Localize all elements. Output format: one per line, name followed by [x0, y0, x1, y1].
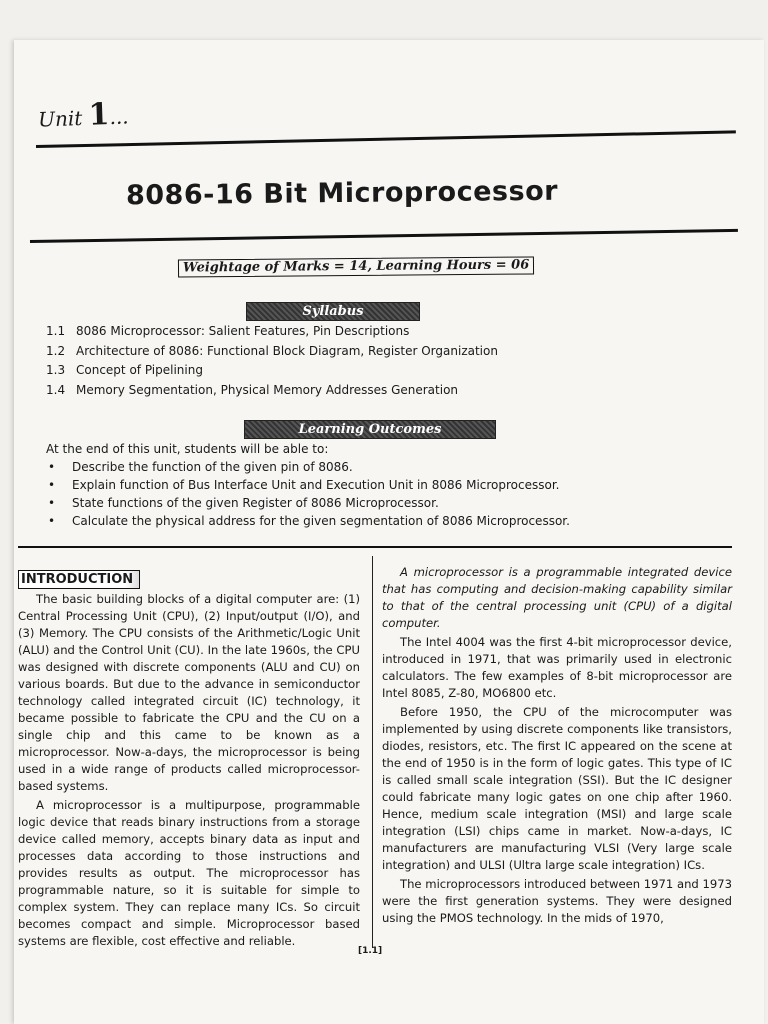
list-item — [46, 458, 606, 476]
syllabus-list — [46, 322, 566, 400]
left-column — [18, 570, 360, 950]
bullet-icon: • — [48, 478, 56, 492]
syllabus-item-text: 8086 Microprocessor: Salient Features, Pin Descriptions — [76, 324, 410, 338]
bullet-icon: • — [48, 514, 56, 528]
weightage-box: Weightage of Marks = 14, Learning Hours = 06 — [178, 256, 534, 277]
list-item — [46, 512, 606, 530]
outcome-text: Explain function of Bus Interface Unit and Execution Unit in 8086 Microprocessor. — [72, 478, 560, 492]
paragraph: The basic building blocks of a digital computer are: (1) Central Processing Unit (CPU), (2) Input/output (I/O), and (3) Memory. The CPU consists of the Arithmetic/Logic Unit (ALU) and the Control Unit (CU). In the late 1960s, the CPU was designed with discrete components (ALU and CU) on various boards. But due to the advance in semiconductor technology called integrated circuit (IC) technology, it became possible to fabricate the CPU and the CU on a single chip and this came to be known as a microprocessor. Now-a-days, the microprocessor is being used in a wide range of products called microprocessor-based systems. — [18, 592, 360, 793]
page-title: 8086-16 Bit Microprocessor — [125, 175, 559, 212]
outcome-text: Describe the function of the given pin of 8086. — [72, 460, 353, 474]
list-item — [46, 494, 606, 512]
list-item — [46, 476, 606, 494]
syllabus-item — [46, 322, 566, 342]
right-column — [382, 564, 732, 927]
unit-number: 1 — [87, 97, 111, 133]
learning-outcomes — [46, 440, 606, 530]
unit-label: Unit — [37, 106, 83, 132]
syllabus-item-text: Memory Segmentation, Physical Memory Addresses Generation — [76, 382, 459, 397]
syllabus-item-number: 1.2 — [46, 343, 66, 358]
syllabus-item-text: Architecture of 8086: Functional Block Diagram, Register Organization — [76, 343, 498, 358]
syllabus-item-text: Concept of Pipelining — [76, 363, 203, 377]
unit-heading — [37, 96, 129, 134]
syllabus-item-number: 1.3 — [46, 363, 66, 377]
section-divider — [18, 546, 732, 548]
syllabus-heading: Syllabus — [246, 302, 420, 321]
column-divider — [372, 556, 373, 948]
paragraph: Before 1950, the CPU of the microcomputer was implemented by using discrete components like transistors, diodes, resistors, etc. The first IC appeared on the scene at the end of 1950 is in the form of logic gates. This type of IC is called small scale integration (SSI). But the IC designer could fabricate many logic gates on one chip after 1960. Hence, medium scale integration (MSI) and large scale integration (LSI) chips came in market. Now-a-days, IC manufacturers are manufacturing VLSI (Very large scale integration) and ULSI (Ultra large scale integration) ICs. — [382, 705, 732, 872]
page-number: [1.1] — [358, 946, 383, 956]
microprocessor-definition: A microprocessor is a programmable integrated device that has computing and decision-making capability similar to that of the central processing unit (CPU) of a digital computer. — [382, 565, 732, 630]
outcomes-list — [46, 458, 606, 530]
outcome-text: Calculate the physical address for the given segmentation of 8086 Microprocessor. — [72, 514, 570, 528]
paragraph: The microprocessors introduced between 1971 and 1973 were the first generation systems. They were designed using the PMOS technology. In the mids of 1970, — [382, 877, 732, 925]
syllabus-item — [46, 381, 566, 401]
syllabus-item — [46, 342, 566, 362]
learning-outcomes-heading: Learning Outcomes — [244, 420, 496, 439]
paragraph: The Intel 4004 was the first 4-bit microprocessor device, introduced in 1971, that was primarily used in electronic calculators. The few examples of 8-bit microprocessor are Intel 8085, Z-80, MO6800 etc. — [382, 635, 732, 700]
syllabus-item-number: 1.1 — [46, 324, 66, 338]
syllabus-item — [46, 361, 566, 381]
bullet-icon: • — [48, 496, 56, 510]
introduction-heading: INTRODUCTION — [18, 570, 140, 589]
paragraph: A microprocessor is a multipurpose, programmable logic device that reads binary instructions from a storage device called memory, accepts binary data as input and processes data according to those instructions and provides results as output. The microprocessor has programmable nature, so it is suitable for simple to complex system. They can replace many ICs. So circuit becomes compact and simple. Microprocessor based systems are flexible, cost effective and reliable. — [18, 798, 360, 948]
outcomes-intro: At the end of this unit, students will be able to: — [46, 442, 329, 456]
syllabus-item-number: 1.4 — [46, 382, 66, 397]
outcome-text: State functions of the given Register of 8086 Microprocessor. — [72, 496, 439, 510]
bullet-icon: • — [48, 460, 56, 474]
unit-suffix: ... — [109, 104, 129, 130]
